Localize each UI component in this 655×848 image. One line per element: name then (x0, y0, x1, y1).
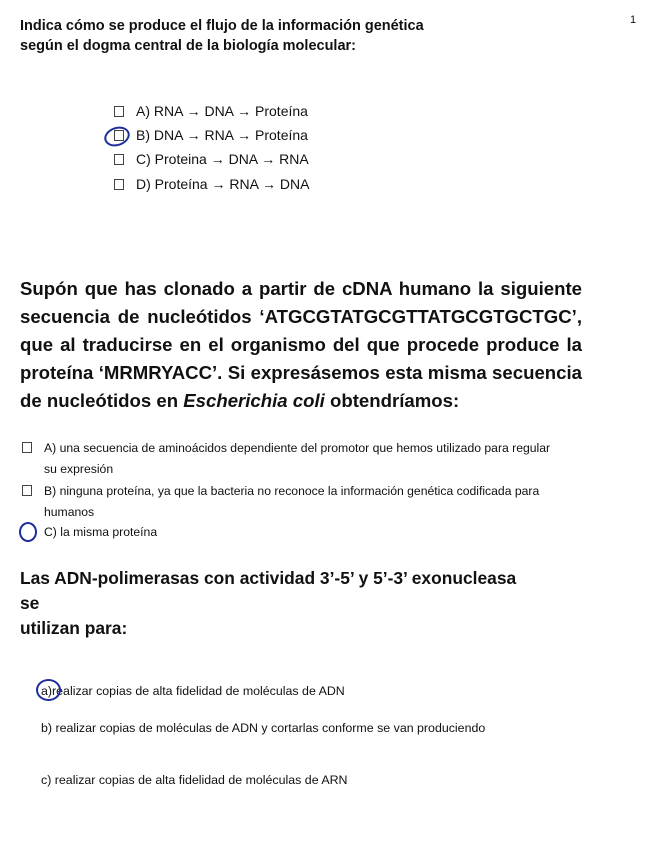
option-letter: a) (41, 684, 53, 698)
question-1-option-b[interactable] (114, 127, 308, 143)
question-1-option-a[interactable] (114, 103, 308, 119)
question-2-title (20, 275, 582, 415)
option-letter: b) (41, 721, 53, 735)
question-2-option-c[interactable] (22, 522, 582, 543)
option-label: D) Proteína → RNA → DNA (136, 176, 310, 192)
checkbox-icon[interactable] (22, 485, 32, 496)
option-label: A) una secuencia de aminoácidos dependiente del promotor que hemos utilizado para regular su expresión (44, 441, 551, 476)
question-1-option-c[interactable] (114, 151, 309, 167)
option-label: realizar copias de alta fidelidad de moléculas de ARN (54, 773, 348, 787)
hand-drawn-selection-circle-icon (36, 679, 61, 701)
option-label: B) DNA → RNA → Proteína (136, 127, 308, 143)
question-1-title-line-2: según el dogma central de la biología molecular: (20, 38, 356, 54)
page-number: 1 (630, 14, 637, 26)
option-label: B) ninguna proteína, ya que la bacteria no reconoce la información genética codificada para humanos (44, 484, 540, 519)
checkbox-icon[interactable] (114, 106, 124, 117)
checkbox-icon[interactable] (114, 154, 124, 165)
question-1-title-line-1: Indica cómo se produce el flujo de la información genética (20, 18, 424, 34)
question-3-title-line-1: Las ADN-polimerasas con actividad 3’-5’ y 5’-3’ exonucleasa se (20, 568, 517, 613)
question-3-option-b[interactable] (41, 719, 501, 737)
question-2-title-text: Supón que has clonado a partir de cDNA humano la siguiente secuencia de nucleótidos ‘ATGCGTATGCGTTATGCGTGCTGC’, que al traducirse en el organismo del que procede produce la proteína ‘MRMRYACC’. Si expresásemos esta misma secuencia de nucleótidos en (20, 278, 582, 411)
question-2-option-a[interactable] (22, 438, 582, 480)
option-letter: c) (41, 773, 52, 787)
option-label: C) Proteina → DNA → RNA (136, 151, 309, 167)
hand-drawn-selection-circle-icon (19, 522, 37, 542)
question-2-title-end: obtendríamos: (330, 390, 460, 411)
question-2-title-organism: Escherichia coli (183, 390, 325, 411)
question-2-option-b[interactable] (22, 481, 582, 523)
question-3-title (20, 566, 540, 641)
checkbox-icon[interactable] (22, 442, 32, 453)
option-label: C) la misma proteína (44, 525, 158, 539)
question-1-option-d[interactable] (114, 176, 310, 192)
option-label: realizar copias de alta fidelidad de moléculas de ADN (52, 684, 345, 698)
option-label: realizar copias de moléculas de ADN y cortarlas conforme se van produciendo (55, 721, 486, 735)
question-3-title-line-2: utilizan para: (20, 618, 128, 638)
question-1-title (20, 16, 580, 56)
question-3-option-a[interactable] (41, 682, 501, 700)
option-label: A) RNA → DNA → Proteína (136, 103, 308, 119)
question-3-option-c[interactable] (41, 771, 501, 789)
checkbox-icon[interactable] (114, 179, 124, 190)
